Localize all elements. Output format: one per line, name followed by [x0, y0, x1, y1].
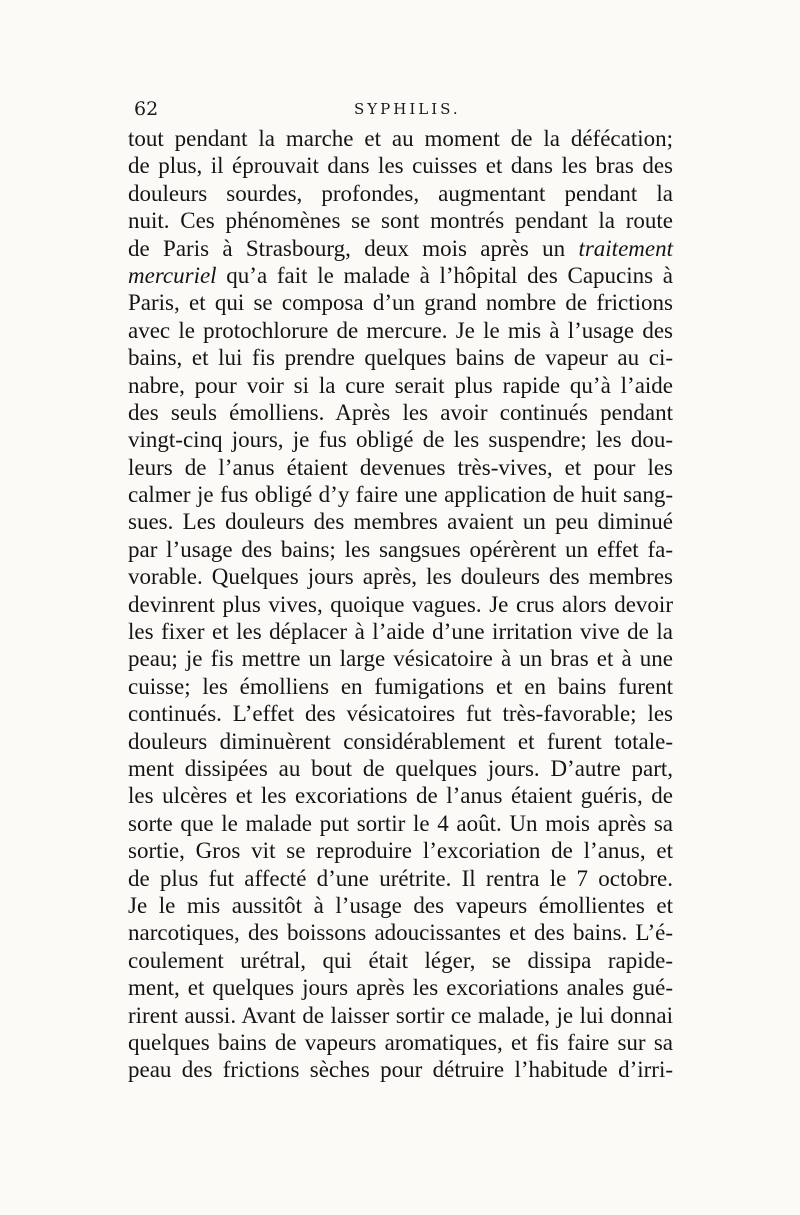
text-line: sues. Les douleurs des membres avaient un peu diminué [128, 509, 673, 535]
text-line: coulement urétral, qui était léger, se dissipa rapide- [128, 947, 673, 973]
text-line: quelques bains de vapeurs aromatiques, et fis faire sur sa [128, 1029, 673, 1055]
text-line: les ulcères et les excoriations de l’anus étaient guéris, de [128, 783, 673, 809]
text-line: peau; je fis mettre un large vésicatoire à un bras et à une [128, 646, 673, 672]
text-line: des seuls émolliens. Après les avoir continués pendant [128, 399, 673, 425]
text-line: les fixer et les déplacer à l’aide d’une irritation vive de la [128, 619, 673, 645]
text-line: ment, et quelques jours après les excoriations anales gué- [128, 975, 673, 1001]
running-title: SYPHILIS. [354, 100, 461, 118]
text-line: de plus, il éprouvait dans les cuisses et dans les bras des [128, 153, 673, 179]
text-line: vorable. Quelques jours après, les douleurs des membres [128, 564, 673, 590]
text-line: de Paris à Strasbourg, deux mois après un traitement [128, 235, 673, 261]
text-line: narcotiques, des boissons adoucissantes et des bains. L’é- [128, 920, 673, 946]
text-line: nabre, pour voir si la cure serait plus rapide qu’à l’aide [128, 372, 673, 398]
text-line: vingt-cinq jours, je fus obligé de les suspendre; les dou- [128, 427, 673, 453]
text-line: tout pendant la marche et au moment de la défécation; [128, 126, 673, 151]
text-line: continués. L’effet des vésicatoires fut très-favorable; les [128, 701, 673, 727]
body-text [128, 125, 673, 1084]
text-line: bains, et lui fis prendre quelques bains de vapeur au ci- [128, 345, 673, 371]
text-line: nuit. Ces phénomènes se sont montrés pendant la route [128, 208, 673, 234]
page-number: 62 [134, 98, 159, 120]
italic-text: traitement [578, 235, 673, 261]
text-line: douleurs diminuèrent considérablement et furent totale- [128, 728, 673, 754]
text-line: devinrent plus vives, quoique vagues. Je crus alors devoir [128, 591, 673, 617]
italic-text: mercuriel [128, 262, 217, 288]
text-line: avec le protochlorure de mercure. Je le mis à l’usage des [128, 317, 673, 343]
text-line: cuisse; les émolliens en fumigations et en bains furent [128, 673, 673, 699]
text-line: mercuriel qu’a fait le malade à l’hôpital des Capucins à [128, 262, 674, 288]
text-line: peau des frictions sèches pour détruire l’habitude d’irri- [128, 1057, 673, 1083]
text-line: rirent aussi. Avant de laisser sortir ce malade, je lui donnai [128, 1002, 673, 1028]
text-line: par l’usage des bains; les sangsues opérèrent un effet fa- [128, 536, 673, 562]
text-line: douleurs sourdes, profondes, augmentant pendant la [128, 180, 673, 206]
text-line: sortie, Gros vit se reproduire l’excoriation de l’anus, et [128, 838, 673, 864]
text-line: Paris, et qui se composa d’un grand nombre de frictions [128, 290, 673, 316]
text-line: leurs de l’anus étaient devenues très-vives, et pour les [128, 454, 673, 480]
text-line: de plus fut affecté d’une urétrite. Il rentra le 7 octobre. [128, 865, 673, 891]
text-line: Je le mis aussitôt à l’usage des vapeurs émollientes et [128, 892, 673, 918]
text-line: ment dissipées au bout de quelques jours. D’autre part, [128, 755, 673, 781]
text-line: sorte que le malade put sortir le 4 août. Un mois après sa [128, 810, 673, 836]
text-line: calmer je fus obligé d’y faire une application de huit sang- [128, 482, 673, 508]
page-header [134, 97, 674, 121]
